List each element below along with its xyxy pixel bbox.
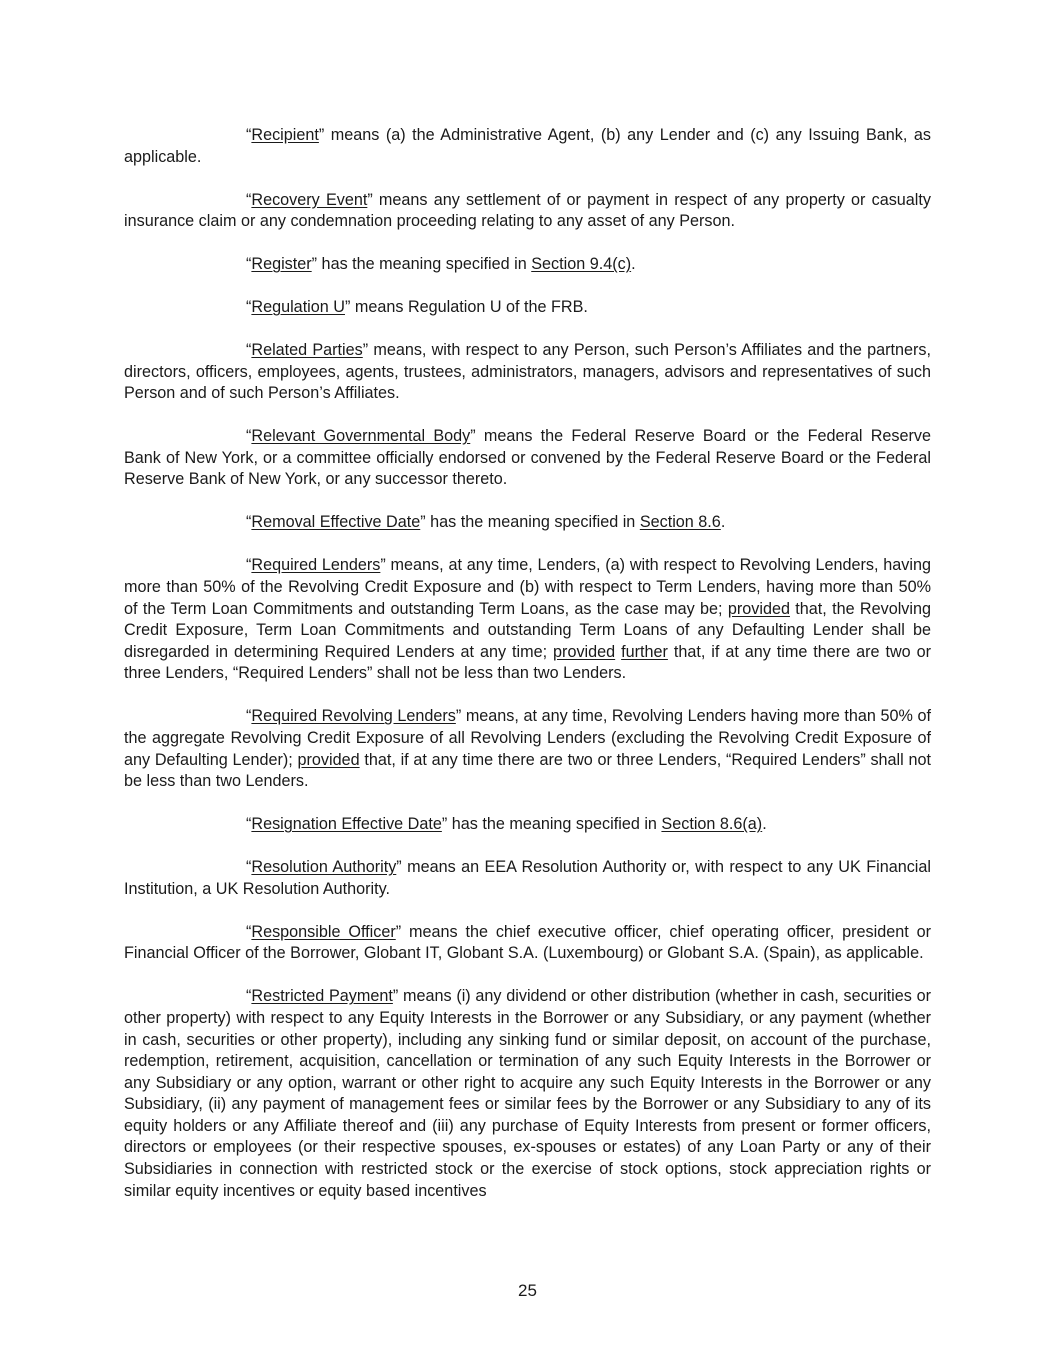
- definition-text: ” means an EEA Resolution Authority or, with respect to any UK Financial Institution, a UK Resolution Authority.: [124, 858, 931, 898]
- definition-text: ” means the Federal Reserve Board or the Federal Reserve Bank of New York, or a committee officially endorsed or convened by the Federal Reserve Board or the Federal Reserve Bank of New York, or any successor thereto.: [124, 427, 932, 489]
- definition-paragraph: [124, 340, 931, 405]
- definition-text: “: [246, 922, 252, 941]
- definition-text: ” means, at any time, Revolving Lenders having more than 50% of the aggregate Revolving Credit Exposure of all Revolving Lenders (excluding the Revolving Credit Exposure of any Defaulting Lender);: [124, 707, 931, 769]
- definition-text: ” means (i) any dividend or other distribution (whether in cash, securities or other property) with respect to any Equity Interests in the Borrower or any Subsidiary, or any payment (whether in cash, securities or other property), including any sinking fund or similar deposit, on account of the purchase, redemption, retirement, acquisition, cancellation or termination of any such Equity Interests in the Borrower or any Subsidiary or any option, warrant or other right to acquire any such Equity Interests in the Borrower or any Subsidiary, (ii) any payment of management fees or similar fees by the Borrower or any Subsidiary to any of its equity holders or any Affiliate thereof and (iii) any purchase of Equity Interests from present or former officers, directors or employees (or their respective spouses, ex-spouses or estates) of any Loan Party or any of their Subsidiaries in connection with restricted stock or the exercise of stock options, stock appreciation rights or similar equity incentives or equity based incentives: [124, 987, 931, 1200]
- definition-paragraph: [124, 922, 931, 965]
- definition-text: “: [246, 815, 252, 834]
- definition-text: ” means the chief executive officer, chief operating officer, president or Financial Officer of the Borrower, Globant IT, Globant S.A. (Luxembourg) or Globant S.A. (Spain), as applicable.: [124, 922, 931, 963]
- definition-text: “: [246, 858, 252, 877]
- underlined-term: Section 8.6(a): [661, 815, 763, 834]
- definition-text: ” means Regulation U of the FRB.: [344, 298, 588, 317]
- definition-text: ” means (a) the Administrative Agent, (b) any Lender and (c) any Issuing Bank, as applicable.: [124, 126, 931, 166]
- underlined-term: Resignation Effective Date: [251, 815, 442, 834]
- definition-text: “: [246, 126, 252, 144]
- definition-text: “: [246, 427, 252, 446]
- page-number: 25: [518, 1281, 537, 1300]
- underlined-term: Recovery Event: [251, 190, 368, 209]
- definition-text: ” means, at any time, Lenders, (a) with respect to Revolving Lenders, having more than 50% of the Revolving Credit Exposure and (b) with respect to Term Lenders, having more than 50% of the Term Loan Commitments and outstanding Term Loans, as the case may be;: [124, 556, 931, 618]
- underlined-term: Required Revolving Lenders: [251, 707, 456, 726]
- definition-paragraph: [124, 190, 931, 233]
- underlined-term: Removal Effective Date: [251, 513, 421, 532]
- definition-paragraph: [124, 814, 931, 836]
- definition-paragraph: [124, 254, 931, 276]
- definition-paragraph: [124, 426, 931, 491]
- definition-text: “: [246, 298, 252, 317]
- underlined-term: Responsible Officer: [251, 922, 396, 941]
- definition-text: “: [246, 190, 252, 209]
- definition-text: “: [246, 513, 252, 532]
- definition-text: “: [246, 707, 252, 726]
- underlined-term: Resolution Authority: [251, 858, 397, 877]
- underlined-term: provided: [553, 642, 616, 661]
- definition-paragraph: [124, 125, 931, 168]
- definition-text: “: [246, 556, 252, 575]
- underlined-term: further: [621, 642, 668, 661]
- underlined-term: provided: [297, 750, 360, 769]
- definition-paragraph: [124, 297, 931, 319]
- definition-text: .: [762, 815, 767, 834]
- definition-text: that, the Revolving Credit Exposure, Term Loan Commitments and outstanding Term Loans of any Defaulting Lender shall be disregarded in determining Required Lenders at any time;: [124, 599, 932, 661]
- definition-text: “: [246, 987, 252, 1006]
- definition-text: ” has the meaning specified in: [420, 513, 640, 532]
- underlined-term: Section 8.6: [639, 513, 721, 532]
- definition-text: .: [720, 513, 726, 532]
- definition-text: that, if at any time there are two or three Lenders, “Required Lenders” shall not be less than two Lenders.: [124, 642, 931, 683]
- underlined-term: provided: [727, 599, 790, 618]
- definition-paragraph: [124, 857, 931, 900]
- definition-paragraph: [124, 555, 931, 685]
- definition-text: ” means, with respect to any Person, such Person’s Affiliates and the partners, directors, officers, employees, agents, trustees, administrators, managers, advisors and representatives of such Person and of such Person’s Affiliates.: [124, 341, 931, 403]
- underlined-term: Regulation U: [251, 298, 345, 317]
- definition-text: .: [631, 255, 636, 274]
- definition-paragraph: [124, 512, 931, 534]
- definition-text: “: [246, 341, 252, 360]
- underlined-term: Relevant Governmental Body: [251, 427, 471, 446]
- definitions-list: [124, 125, 931, 1224]
- definition-paragraph: [124, 706, 931, 792]
- definition-text: “: [246, 255, 252, 274]
- definition-paragraph: [124, 986, 931, 1202]
- underlined-term: Restricted Payment: [251, 987, 393, 1006]
- underlined-term: Related Parties: [251, 341, 363, 360]
- underlined-term: Required Lenders: [251, 556, 381, 575]
- definition-text: that, if at any time there are two or three Lenders, “Required Lenders” shall not be less than two Lenders.: [124, 750, 931, 791]
- definition-text: ” means any settlement of or payment in respect of any property or casualty insurance claim or any condemnation proceeding relating to any asset of any Person.: [124, 190, 931, 231]
- underlined-term: Recipient: [251, 126, 319, 144]
- underlined-term: Section 9.4(c): [531, 255, 632, 274]
- definition-text: ” has the meaning specified in: [311, 255, 532, 274]
- definition-text: ” has the meaning specified in: [441, 815, 662, 834]
- underlined-term: Register: [251, 255, 312, 274]
